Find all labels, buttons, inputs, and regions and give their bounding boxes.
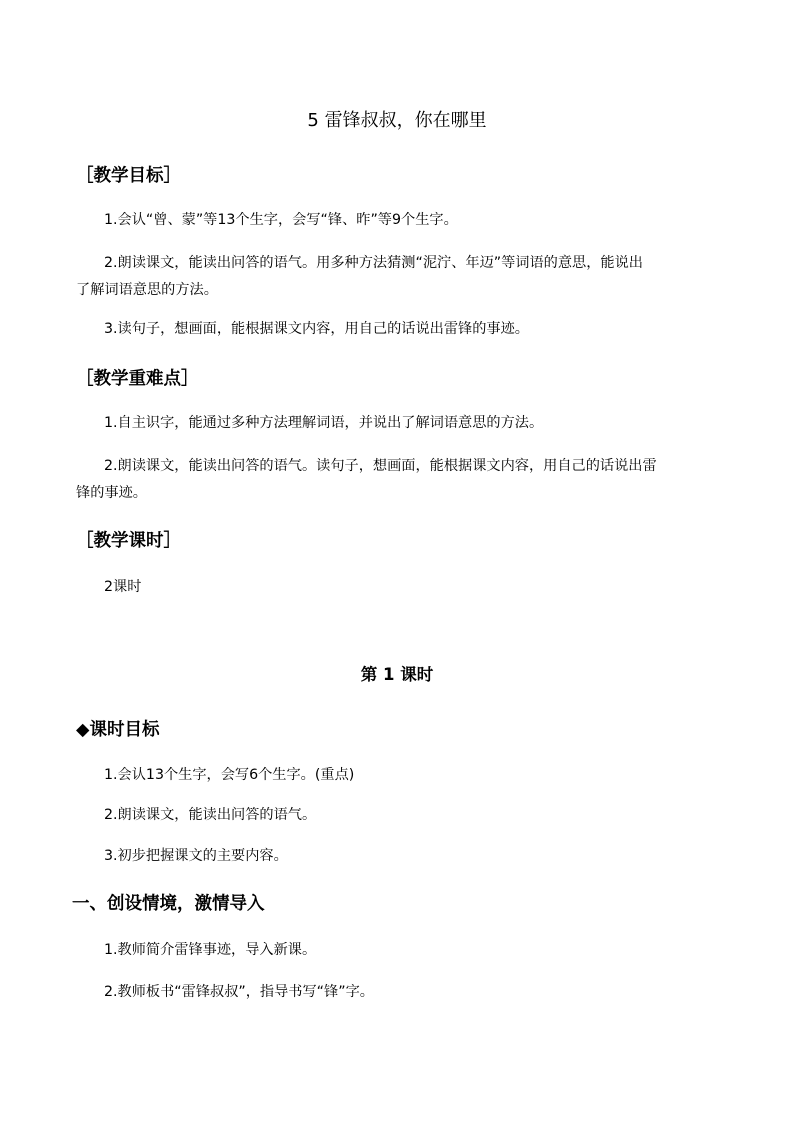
lesson-1-title: 第 1 课时 xyxy=(360,665,434,684)
goals-item-1: 1.会认“曾、蒙”等13个生字，会写“锋、昨”等9个生字。 xyxy=(104,212,458,228)
key-points-heading: ［教学重难点］ xyxy=(76,369,199,389)
lesson-goals-heading: ◆课时目标 xyxy=(76,720,160,740)
part-1-item-2: 2.教师板书“雷锋叔叔”，指导书写“锋”字。 xyxy=(104,984,374,1000)
goals-item-2-continued: 了解词语意思的方法。 xyxy=(76,282,218,298)
part-1-item-1: 1.教师简介雷锋事迹，导入新课。 xyxy=(104,942,317,958)
key-points-item-2: 2.朗读课文，能读出问答的语气。读句子，想画面，能根据课文内容，用自己的话说出雷 xyxy=(104,458,657,474)
lesson-goal-2: 2.朗读课文，能读出问答的语气。 xyxy=(104,807,317,823)
key-points-item-1: 1.自主识字，能通过多种方法理解词语，并说出了解词语意思的方法。 xyxy=(104,415,544,431)
document-title: 5 雷锋叔叔，你在哪里 xyxy=(307,110,487,131)
goals-item-3: 3.读句子，想画面，能根据课文内容，用自己的话说出雷锋的事迹。 xyxy=(104,321,529,337)
lesson-goal-3: 3.初步把握课文的主要内容。 xyxy=(104,848,288,864)
lesson-goal-1: 1.会认13个生字，会写6个生字。(重点) xyxy=(104,767,355,783)
hours-heading: ［教学课时］ xyxy=(76,531,181,551)
goals-item-2: 2.朗读课文，能读出问答的语气。用多种方法猜测“泥泞、年迈”等词语的意思，能说出 xyxy=(104,255,643,271)
part-1-heading: 一、创设情境，激情导入 xyxy=(72,894,265,914)
key-points-item-2-continued: 锋的事迹。 xyxy=(76,485,147,501)
goals-heading: ［教学目标］ xyxy=(76,166,181,186)
hours-item: 2课时 xyxy=(104,579,142,595)
